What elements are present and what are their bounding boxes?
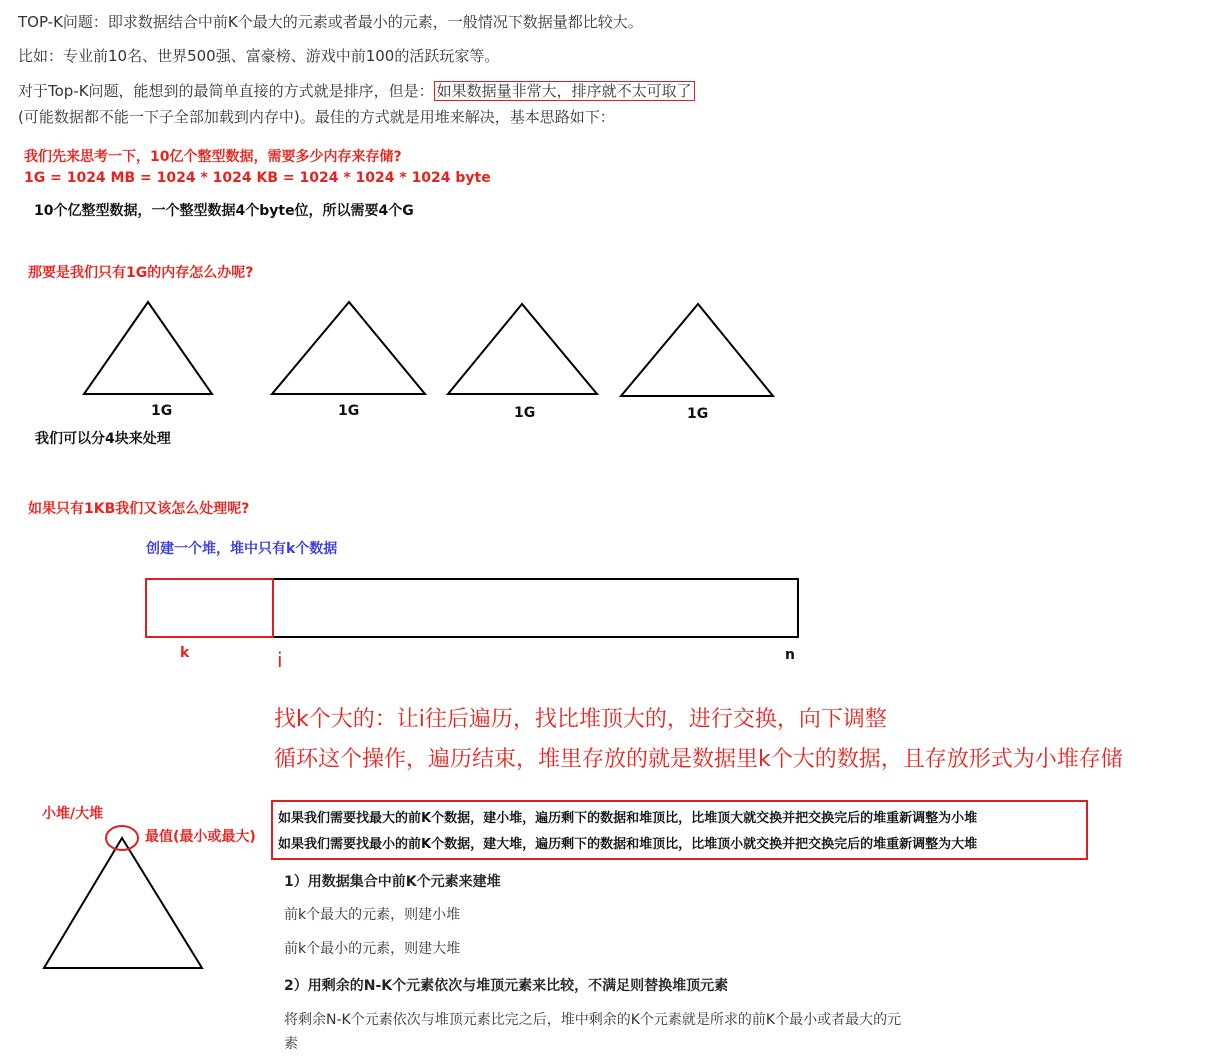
heap-diagram-title: 小堆/大堆 bbox=[42, 806, 104, 822]
heap-top-label: 最值(最小或最大) bbox=[145, 829, 256, 845]
memory-formula: 1G = 1024 MB = 1024 * 1024 KB = 1024 * 1024 * 1024 byte bbox=[24, 170, 491, 186]
heap-k-segment bbox=[146, 579, 273, 637]
triangle-label-1: 1G bbox=[151, 403, 173, 419]
memory-answer: 10个亿整型数据，一个整型数据4个byte位，所以需要4个G bbox=[34, 203, 414, 219]
triangle-label-4: 1G bbox=[687, 406, 709, 422]
memory-block-triangle-2 bbox=[272, 302, 425, 394]
step-1-detail-a: 前k个最大的元素，则建小堆 bbox=[284, 907, 461, 923]
triangle-label-2: 1G bbox=[338, 403, 360, 419]
heap-triangle bbox=[44, 838, 202, 968]
heap-note: 创建一个堆，堆中只有k个数据 bbox=[146, 541, 338, 557]
intro-line-4: (可能数据都不能一下子全部加载到内存中)。最佳的方式就是用堆来解决，基本思路如下： bbox=[18, 108, 615, 126]
memory-block-triangle-1 bbox=[84, 302, 212, 394]
explain-line-2: 循环这个操作，遍历结束，堆里存放的就是数据里k个大的数据，且存放形式为小堆存储 bbox=[274, 747, 1123, 772]
intro-line-1: TOP-K问题：即求数据结合中前K个最大的元素或者最小的元素，一般情况下数据量都比较大。 bbox=[18, 13, 643, 31]
summary-line-1: 如果我们需要找最大的前K个数据，建小堆，遍历剩下的数据和堆顶比，比堆顶大就交换并把交换完后的堆重新调整为小堆 bbox=[278, 811, 978, 826]
summary-line-2: 如果我们需要找最小的前K个数据，建大堆，遍历剩下的数据和堆顶比，比堆顶小就交换并把交换完后的堆重新调整为大堆 bbox=[278, 837, 978, 852]
intro-line-2: 比如：专业前10名、世界500强、富豪榜、游戏中前100的活跃玩家等。 bbox=[18, 47, 500, 65]
memory-block-triangle-4 bbox=[621, 304, 773, 396]
step-1-detail-b: 前k个最小的元素，则建大堆 bbox=[284, 941, 461, 957]
step-2-heading: 2）用剩余的N-K个元素依次与堆顶元素来比较，不满足则替换堆顶元素 bbox=[284, 978, 729, 994]
step-1-heading: 1）用数据集合中前K个元素来建堆 bbox=[284, 874, 501, 890]
triangle-label-3: 1G bbox=[514, 405, 536, 421]
step-2-detail-line-2: 素 bbox=[284, 1036, 298, 1052]
memory-question-3: 如果只有1KB我们又该怎么处理呢? bbox=[28, 501, 250, 517]
array-label-k: k bbox=[180, 645, 190, 661]
step-2-detail-line-1: 将剩余N-K个元素依次与堆顶元素比完之后，堆中剩余的K个元素就是所求的前K个最小或者最大的元 bbox=[284, 1012, 902, 1028]
explain-line-1: 找k个大的：让i往后遍历，找比堆顶大的，进行交换，向下调整 bbox=[274, 707, 887, 732]
memory-question-2: 那要是我们只有1G的内存怎么办呢? bbox=[28, 265, 254, 281]
intro-highlight: 如果数据量非常大，排序就不太可取了 bbox=[434, 81, 695, 101]
split-note: 我们可以分4块来处理 bbox=[35, 431, 171, 447]
memory-block-triangle-3 bbox=[448, 304, 597, 394]
intro-line-3-prefix: 对于Top-K问题，能想到的最简单直接的方式就是排序，但是： bbox=[18, 82, 434, 100]
array-label-i: i bbox=[277, 648, 283, 672]
memory-question: 我们先来思考一下，10亿个整型数据，需要多少内存来存储? bbox=[24, 149, 402, 165]
array-label-n: n bbox=[785, 647, 795, 663]
data-array-rect bbox=[146, 579, 798, 637]
